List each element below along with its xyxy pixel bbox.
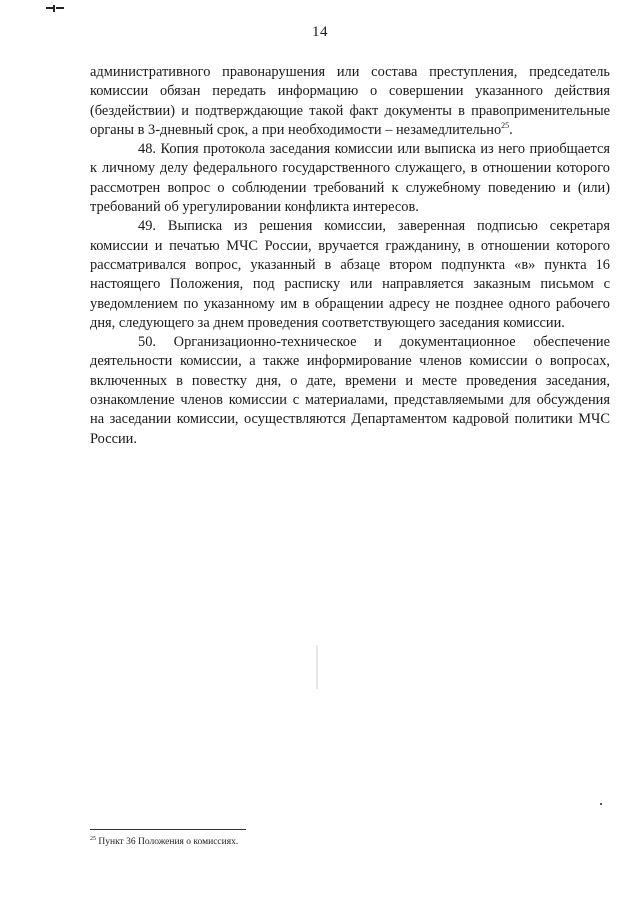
footnote — [90, 836, 238, 848]
scan-artifact-mark — [316, 645, 318, 689]
paragraph-text: административного правонарушения или состава преступления, председатель комиссии обязан передать информацию о совершении указанного действия (бездействии) и подтверждающие такой факт документы в правоприменительные органы в 3-дневный срок, а при необходимости – незамедлительно — [90, 64, 610, 138]
footnote-text: Пункт 36 Положения о комиссиях. — [98, 837, 239, 847]
footnote-divider — [90, 829, 246, 830]
scan-artifact-dot — [600, 803, 602, 805]
scan-corner-mark — [46, 4, 64, 12]
footnote-reference: 25 — [501, 121, 510, 131]
footnote-number: 25 — [90, 835, 96, 842]
paragraph-49: 49. Выписка из решения комиссии, заверенная подписью секретаря комиссии и печатью МЧС России, вручается гражданину, в отношении которого рассматривался вопрос, указанный в абзаце втором подпункта «в» пункта 16 настоящего Положения, под расписку или направляется заказным письмом с уведомлением по указанному им в обращении адресу не позднее одного рабочего дня, следующего за днем проведения соответствующего заседания комиссии. — [90, 218, 610, 331]
paragraph-continuation — [90, 63, 610, 140]
document-body — [90, 63, 610, 449]
paragraph-48: 48. Копия протокола заседания комиссии или выписка из него приобщается к личному делу федерального государственного служащего, в отношении которого рассмотрен вопрос о соблюдении требований к служебному поведению и (или) требований об урегулировании конфликта интересов. — [90, 141, 610, 216]
paragraph-tail: . — [509, 121, 513, 138]
page-number: 14 — [312, 24, 328, 40]
paragraph-50: 50. Организационно-техническое и документационное обеспечение деятельности комиссии, а также информирование членов комиссии о вопросах, включенных в повестку дня, о дате, времени и месте проведения заседания, ознакомление членов комиссии с материалами, представляемыми для обсуждения на заседании комиссии, осуществляются Департаментом кадровой политики МЧС России. — [90, 334, 610, 447]
